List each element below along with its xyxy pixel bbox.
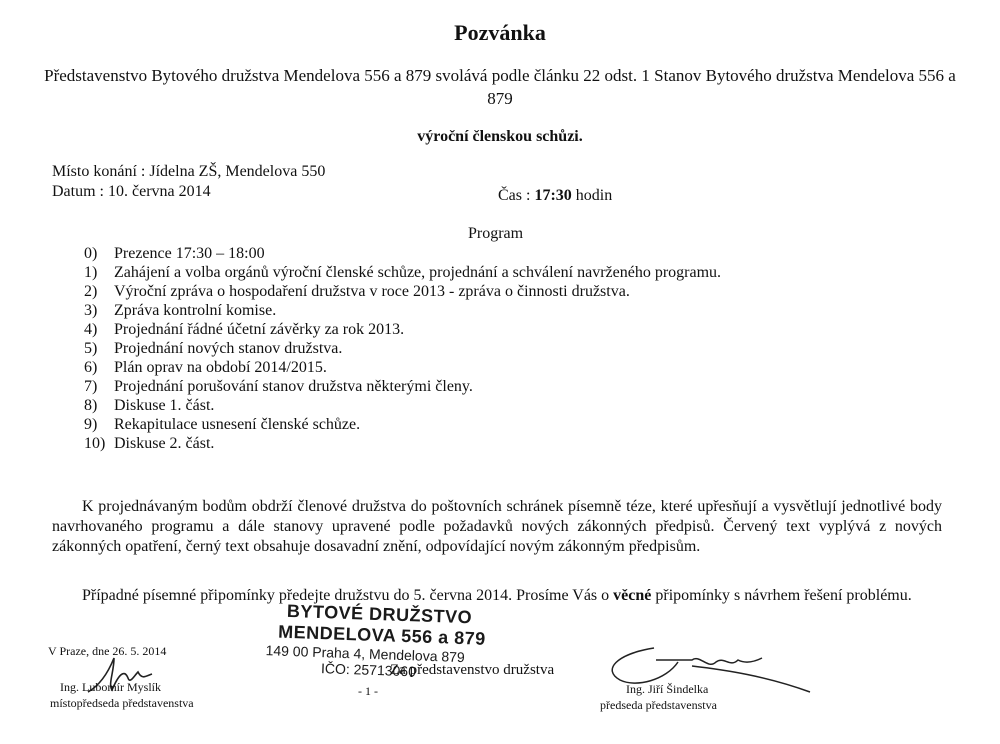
program-item: [84, 263, 721, 282]
program-title: Program: [468, 225, 524, 242]
program-item-number: 3): [84, 302, 98, 319]
stamp-line-2: MENDELOVA 556 a 879: [277, 621, 487, 649]
program-item: [84, 358, 721, 377]
paragraph-comments-text: [52, 586, 942, 606]
program-item-number: 6): [84, 359, 98, 376]
program-item: [84, 320, 721, 339]
signer-right-name: Ing. Jiří Šindelka: [626, 682, 709, 696]
date-row: [52, 183, 211, 201]
paragraph-comments-start: Případné písemné připomínky předejte družstvu do 5. června 2014. Prosíme Vás o: [82, 587, 614, 604]
date-label: Datum :: [52, 183, 104, 200]
place-label: Místo konání :: [52, 163, 146, 180]
program-item-text: Zpráva kontrolní komise.: [114, 302, 277, 319]
program-item: [84, 282, 721, 301]
paragraph-theses: [52, 497, 942, 557]
document-title: Pozvánka: [454, 20, 546, 45]
program-item-number: 4): [84, 321, 98, 338]
place-row: [52, 163, 325, 181]
place-date: V Praze, dne 26. 5. 2014: [48, 644, 167, 658]
program-item: [84, 434, 721, 453]
paragraph-comments-bold: věcné: [613, 587, 652, 604]
program-item-text: Diskuse 1. část.: [114, 397, 215, 414]
time-row: [498, 187, 612, 205]
time-value: 17:30: [534, 187, 572, 204]
program-item-text: Zahájení a volba orgánů výroční členské schůze, projednání a schválení navrženého programu.: [114, 264, 722, 281]
program-item-number: 0): [84, 245, 98, 262]
paragraph-comments: [52, 586, 942, 606]
program-item-number: 5): [84, 340, 98, 357]
program-item: [84, 396, 721, 415]
meeting-name: výroční členskou schůzi.: [417, 128, 583, 145]
place-value: Jídelna ZŠ, Mendelova 550: [149, 163, 326, 180]
page-number: - 1 -: [358, 684, 378, 698]
stamp-line-4: IČO: 25713060: [320, 660, 417, 680]
stamp-line-1: BYTOVÉ DRUŽSTVO: [286, 600, 473, 628]
program-item-text: Výroční zpráva o hospodaření družstva v roce 2013 - zpráva o činnosti družstva.: [114, 283, 630, 300]
program-item-text: Projednání nových stanov družstva.: [114, 340, 343, 357]
intro-text: Představenstvo Bytového družstva Mendelova 556 a 879 svolává podle článku 22 odst. 1 Stanov Bytového družstva Mendelova 556 a 879: [44, 66, 956, 108]
program-item-number: 2): [84, 283, 98, 300]
date-value: 10. června 2014: [108, 183, 211, 200]
program-item-text: Rekapitulace usnesení členské schůze.: [114, 416, 361, 433]
program-item-text: Diskuse 2. část.: [114, 435, 215, 452]
signer-right-role: předseda představenstva: [600, 698, 717, 712]
program-item-number: 9): [84, 416, 98, 433]
time-unit: hodin: [575, 187, 613, 204]
program-item: [84, 415, 721, 434]
paragraph-theses-text: K projednávaným bodům obdrží členové družstva do poštovních schránek písemně téze, které upřesňují a vysvětlují jednotlivé body navrhovaného programu a dále stanovy upravené podle požadavků nových zákonných předpisů. Červený text vyplývá z nových zákonných opatření, černý text obsahuje dosavadní znění, odpovídající novým zákonným předpisům.: [52, 498, 942, 555]
for-board: Za představenstvo družstva: [390, 662, 555, 678]
program-item-text: Projednání řádné účetní závěrky za rok 2013.: [114, 321, 405, 338]
program-item: [84, 244, 721, 263]
program-list: [84, 244, 721, 453]
signer-left-name: Ing. Lubomír Myslík: [60, 680, 161, 694]
program-item-number: 1): [84, 264, 98, 281]
program-item-number: 10): [84, 435, 106, 452]
stamp-line-3: 149 00 Praha 4, Mendelova 879: [265, 642, 466, 666]
paragraph-comments-end: připomínky s návrhem řešení problému.: [651, 587, 912, 604]
program-item-text: Plán oprav na období 2014/2015.: [114, 359, 327, 376]
program-item: [84, 301, 721, 320]
program-item-text: Prezence 17:30 – 18:00: [114, 245, 265, 262]
program-item-number: 7): [84, 378, 98, 395]
program-item-text: Projednání porušování stanov družstva některými členy.: [114, 378, 473, 395]
program-item: [84, 377, 721, 396]
time-label: Čas :: [498, 187, 531, 204]
signer-left-role: místopředseda představenstva: [50, 696, 194, 710]
program-item-number: 8): [84, 397, 98, 414]
program-item: [84, 339, 721, 358]
